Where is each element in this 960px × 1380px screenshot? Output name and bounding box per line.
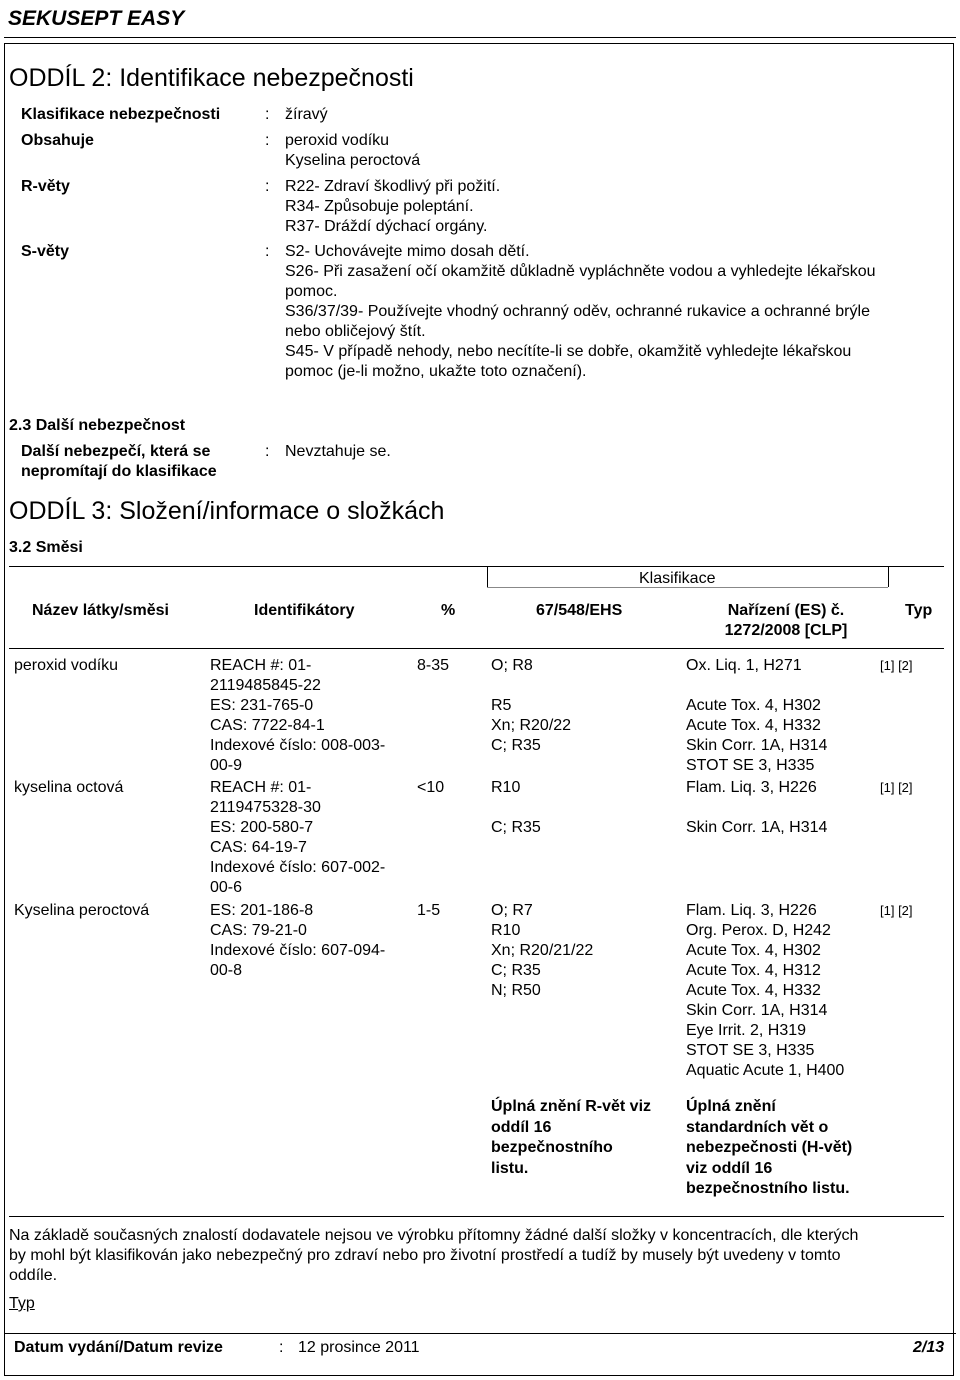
row-value-klasifikace: žíravý [285,106,328,123]
table-header-border [9,648,944,649]
klasifikace-left-line [487,566,488,587]
typ-link[interactable]: Typ [9,1295,35,1312]
table-row-name: peroxid vodíku [14,657,119,674]
row-value-s-vety: S2- Uchovávejte mimo dosah dětí. S26- Při zasažení očí okamžitě důkladně vypláchněte vodou a vyhledejte lékařskou pomoc. S36/37/39- Používejte vhodný ochranný oděv, ochranné rukavice a ochranné brýle nebo obličejový štít. S45- V případě nehody, nebo necítíte-li se dobře, okamžitě vyhledejte lékařskou pomoc (je-li možno, ukažte toto označení). [285,243,876,380]
row-colon: : [265,132,270,149]
header-divider [4,37,956,38]
col-header-ident: Identifikátory [254,602,355,619]
table-row-clp: Ox. Liq. 1, H271 Acute Tox. 4, H302 Acute Tox. 4, H332 Skin Corr. 1A, H314 STOT SE 3, H335 [686,657,828,774]
row-label-r-vety: R-věty [21,178,70,195]
col-header-percent: % [441,602,456,619]
col-header-clp: Nařízení (ES) č. 1272/2008 [CLP] [724,602,848,639]
table-row-clp: Flam. Liq. 3, H226 Org. Perox. D, H242 Acute Tox. 4, H302 Acute Tox. 4, H312 Acute Tox. 4, H332 Skin Corr. 1A, H314 Eye Irrit. 2, H319 STOT SE 3, H335 Aquatic Acute 1, H400 [686,902,845,1079]
row-colon: : [265,106,270,123]
table-row-typ: [1] [2] [880,780,913,795]
row-label-s-vety: S-věty [21,243,70,260]
footer-colon: : [279,1339,284,1356]
row-colon: : [265,178,270,195]
table-row-ehs: O; R7 R10 Xn; R20/21/22 C; R35 N; R50 [491,902,594,999]
table-row-typ: [1] [2] [880,658,913,673]
section3-title: ODDÍL 3: Složení/informace o složkách [9,497,445,525]
table-row-ident: ES: 201-186-8 CAS: 79-21-0 Indexové číslo: 607-094- 00-8 [210,902,386,979]
table-top-border [9,566,944,567]
row-label-obsahuje: Obsahuje [21,132,94,149]
row-colon: : [265,243,270,260]
note-h-phrases: Úplná znění standardních vět o nebezpečnosti (H-vět) viz oddíl 16 bezpečnostního listu. [686,1098,853,1197]
section2-title: ODDÍL 2: Identifikace nebezpečnosti [9,64,414,92]
table-row-ident: REACH #: 01- 2119485845-22 ES: 231-765-0 CAS: 7722-84-1 Indexové číslo: 008-003- 00-9 [210,657,386,774]
footer-date-value: 12 prosince 2011 [298,1339,420,1356]
table-row-name: kyselina octová [14,779,124,796]
col-header-name: Název látky/směsi [32,602,169,619]
table-row-clp: Flam. Liq. 3, H226 Skin Corr. 1A, H314 [686,779,828,836]
product-name: SEKUSEPT EASY [8,7,185,30]
row-label-klasifikace: Klasifikace nebezpečnosti [21,106,221,123]
table-row-ident: REACH #: 01- 2119475328-30 ES: 200-580-7 CAS: 64-19-7 Indexové číslo: 607-002- 00-6 [210,779,386,896]
table-row-percent: 1-5 [417,902,441,919]
note-r-phrases: Úplná znění R-vět viz oddíl 16 bezpečnostního listu. [491,1098,652,1177]
table-row-percent: <10 [417,779,445,796]
other-hazards-label: Další nebezpečí, která se nepromítají do klasifikace [21,443,217,480]
col-header-typ: Typ [905,602,933,619]
table-row-name: Kyselina peroctová [14,902,150,919]
subsection-3-2-title: 3.2 Směsi [9,539,83,556]
footer-date-label: Datum vydání/Datum revize [14,1339,223,1356]
other-hazards-value: Nevztahuje se. [285,443,391,460]
table-row-percent: 8-35 [417,657,450,674]
row-value-obsahuje: peroxid vodíku Kyselina peroctová [285,132,421,169]
table-row-typ: [1] [2] [880,903,913,918]
table-bottom-border [9,1216,944,1217]
table-row-ehs: O; R8 R5 Xn; R20/22 C; R35 [491,657,572,754]
row-colon: : [265,443,270,460]
klasifikace-right-line [888,566,889,587]
klasifikace-header: Klasifikace [639,570,716,587]
col-header-ehs: 67/548/EHS [536,602,623,619]
footer-divider [4,1333,956,1334]
table-row-ehs: R10 C; R35 [491,779,541,836]
composition-note: Na základě současných znalostí dodavatele nejsou ve výrobku přítomny žádné další složky v koncentracích, dle kterých by mohl být klasifikován jako nebezpečný pro zdraví nebo pro životní prostředí a tudíž by musely být uvedeny v tomto oddíle. [9,1227,859,1284]
page-number: 2/13 [913,1339,945,1356]
row-value-r-vety: R22- Zdraví škodlivý při požití. R34- Způsobuje poleptání. R37- Dráždí dýchací orgány. [285,178,501,235]
subsection-2-3-title: 2.3 Další nebezpečnost [9,417,186,434]
